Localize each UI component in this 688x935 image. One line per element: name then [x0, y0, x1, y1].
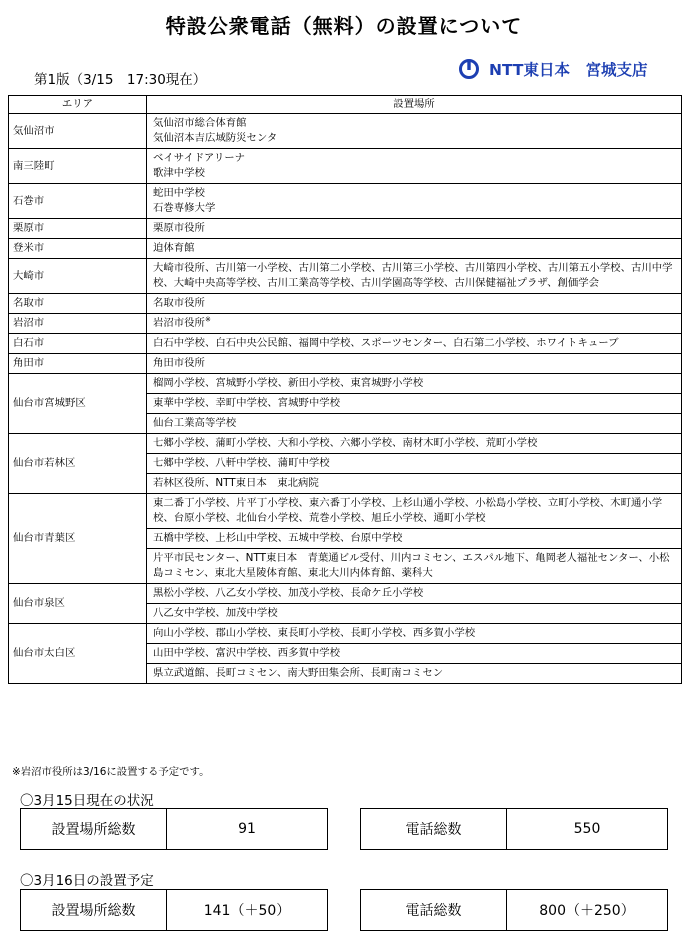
- location-text: 五橋中学校、上杉山中学校、五城中学校、台原中学校: [153, 532, 403, 544]
- location-text: 若林区役所、NTT東日本 東北病院: [153, 477, 319, 489]
- location-cell: [147, 624, 682, 644]
- plan-phones-label: 電話総数: [361, 890, 507, 930]
- location-cell: [147, 239, 682, 259]
- location-cell: [147, 394, 682, 414]
- location-cell: [147, 584, 682, 604]
- location-cell: [147, 454, 682, 474]
- table-row: [9, 374, 682, 394]
- plan-phones-value: 800（＋250）: [539, 903, 635, 919]
- location-cell: [147, 354, 682, 374]
- status-locations-box: [20, 808, 328, 850]
- location-cell: [147, 664, 682, 684]
- location-text: 栗原市役所: [153, 222, 205, 234]
- table-header-row: [9, 96, 682, 114]
- page-title: 特設公衆電話（無料）の設置について: [165, 14, 523, 38]
- location-cell: [147, 529, 682, 549]
- area-cell: 岩沼市: [9, 314, 147, 334]
- plan-locations-label: 設置場所総数: [21, 890, 167, 930]
- location-text: 気仙沼本吉広域防災センタ: [153, 132, 278, 144]
- location-text: 石巻専修大学: [153, 202, 216, 214]
- location-text: 黒松小学校、八乙女小学校、加茂小学校、長命ケ丘小学校: [153, 587, 424, 599]
- location-cell: [147, 549, 682, 584]
- location-text: 県立武道館、長町コミセン、南大野田集会所、長町南コミセン: [153, 667, 444, 679]
- area-cell: 仙台市若林区: [9, 434, 147, 494]
- location-text: 角田市役所: [153, 357, 205, 369]
- location-text: ベイサイドアリーナ: [153, 152, 246, 164]
- plan-locations-box: [20, 889, 328, 931]
- location-text: 向山小学校、郡山小学校、東長町小学校、長町小学校、西多賀小学校: [153, 627, 476, 639]
- table-row: [9, 259, 682, 294]
- location-text: 岩沼市役所: [153, 317, 205, 329]
- status-locations-label: 設置場所総数: [21, 809, 167, 849]
- location-cell: [147, 434, 682, 454]
- location-text: 名取市役所: [153, 297, 205, 309]
- table-row: [9, 334, 682, 354]
- area-cell: 白石市: [9, 334, 147, 354]
- table-body: [9, 114, 682, 684]
- area-cell: 大崎市: [9, 259, 147, 294]
- plan-heading: 〇3月16日の設置予定: [20, 873, 154, 889]
- location-cell: [147, 414, 682, 434]
- location-text: 東華中学校、幸町中学校、宮城野中学校: [153, 397, 341, 409]
- area-cell: 石巻市: [9, 184, 147, 219]
- status-phones-label: 電話総数: [361, 809, 507, 849]
- column-header-area: エリア: [9, 96, 147, 114]
- location-cell: [147, 644, 682, 664]
- area-cell: 仙台市青葉区: [9, 494, 147, 584]
- table-row: [9, 354, 682, 374]
- brand: [458, 58, 647, 80]
- table-row: [9, 584, 682, 604]
- table-row: [9, 624, 682, 644]
- status-phones-value: 550: [573, 821, 601, 837]
- location-text: 七郷中学校、八軒中学校、蒲町中学校: [153, 457, 330, 469]
- area-cell: 名取市: [9, 294, 147, 314]
- location-cell: [147, 474, 682, 494]
- area-cell: 仙台市宮城野区: [9, 374, 147, 434]
- table-row: [9, 239, 682, 259]
- table-row: [9, 314, 682, 334]
- table-row: [9, 494, 682, 529]
- status-locations-value: 91: [238, 821, 256, 837]
- table-row: [9, 294, 682, 314]
- location-text: 気仙沼市総合体育館: [153, 117, 247, 129]
- area-cell: 仙台市太白区: [9, 624, 147, 684]
- brand-name: NTT東日本 宮城支店: [489, 61, 648, 79]
- location-cell: [147, 294, 682, 314]
- column-header-location: 設置場所: [147, 96, 682, 114]
- table-row: [9, 184, 682, 219]
- location-cell: [147, 374, 682, 394]
- location-text: 大崎市役所、古川第一小学校、古川第二小学校、古川第三小学校、古川第四小学校、古川第五小学校、古川中学校、大崎中央高等学校、古川工業高等学校、古川学園高等学校、古川保健福祉プラザ、創価学会: [153, 262, 673, 289]
- status-heading: 〇3月15日現在の状況: [20, 793, 154, 809]
- location-text: 歌津中学校: [153, 167, 205, 179]
- location-text: 七郷小学校、蒲町小学校、大和小学校、六郷小学校、南材木町小学校、荒町小学校: [153, 437, 538, 449]
- area-cell: 角田市: [9, 354, 147, 374]
- location-cell: [147, 219, 682, 239]
- location-text: 東二番丁小学校、片平丁小学校、東六番丁小学校、上杉山通小学校、小松島小学校、立町小学校、木町通小学校、台原小学校、北仙台小学校、荒巻小学校、旭丘小学校、通町小学校: [153, 497, 663, 524]
- location-cell: [147, 604, 682, 624]
- location-cell: [147, 184, 682, 219]
- status-phones-box: [360, 808, 668, 850]
- table-row: [9, 149, 682, 184]
- footnote: ※岩沼市役所は3/16に設置する予定です。: [12, 766, 210, 778]
- location-cell: [147, 259, 682, 294]
- installation-table: [8, 95, 682, 684]
- location-text: 蛇田中学校: [153, 187, 205, 199]
- ntt-logo-icon: [458, 58, 480, 80]
- location-text: 榴岡小学校、宮城野小学校、新田小学校、東宮城野小学校: [153, 377, 424, 389]
- table-row: [9, 219, 682, 239]
- location-text: 迫体育館: [153, 242, 195, 254]
- plan-phones-box: [360, 889, 668, 931]
- plan-locations-value: 141（＋50）: [203, 903, 291, 919]
- location-cell: [147, 114, 682, 149]
- location-cell: [147, 149, 682, 184]
- location-cell: [147, 314, 682, 334]
- note-mark: ※: [204, 315, 211, 324]
- edition-label: 第1版（3/15 17:30現在）: [34, 72, 207, 88]
- area-cell: 登米市: [9, 239, 147, 259]
- area-cell: 南三陸町: [9, 149, 147, 184]
- area-cell: 仙台市泉区: [9, 584, 147, 624]
- area-cell: 気仙沼市: [9, 114, 147, 149]
- table-row: [9, 114, 682, 149]
- location-text: 八乙女中学校、加茂中学校: [153, 607, 278, 619]
- location-text: 片平市民センター、NTT東日本 青葉通ビル受付、川内コミセン、エスパル地下、亀岡老人福祉センター、小松島コミセン、東北大星陵体育館、東北大川内体育館、薬科大: [153, 552, 670, 579]
- location-text: 仙台工業高等学校: [153, 417, 237, 429]
- table-row: [9, 434, 682, 454]
- location-cell: [147, 494, 682, 529]
- location-cell: [147, 334, 682, 354]
- area-cell: 栗原市: [9, 219, 147, 239]
- location-text: 山田中学校、富沢中学校、西多賀中学校: [153, 647, 341, 659]
- location-text: 白石中学校、白石中央公民館、福岡中学校、スポーツセンター、白石第二小学校、ホワイトキューブ: [153, 337, 619, 349]
